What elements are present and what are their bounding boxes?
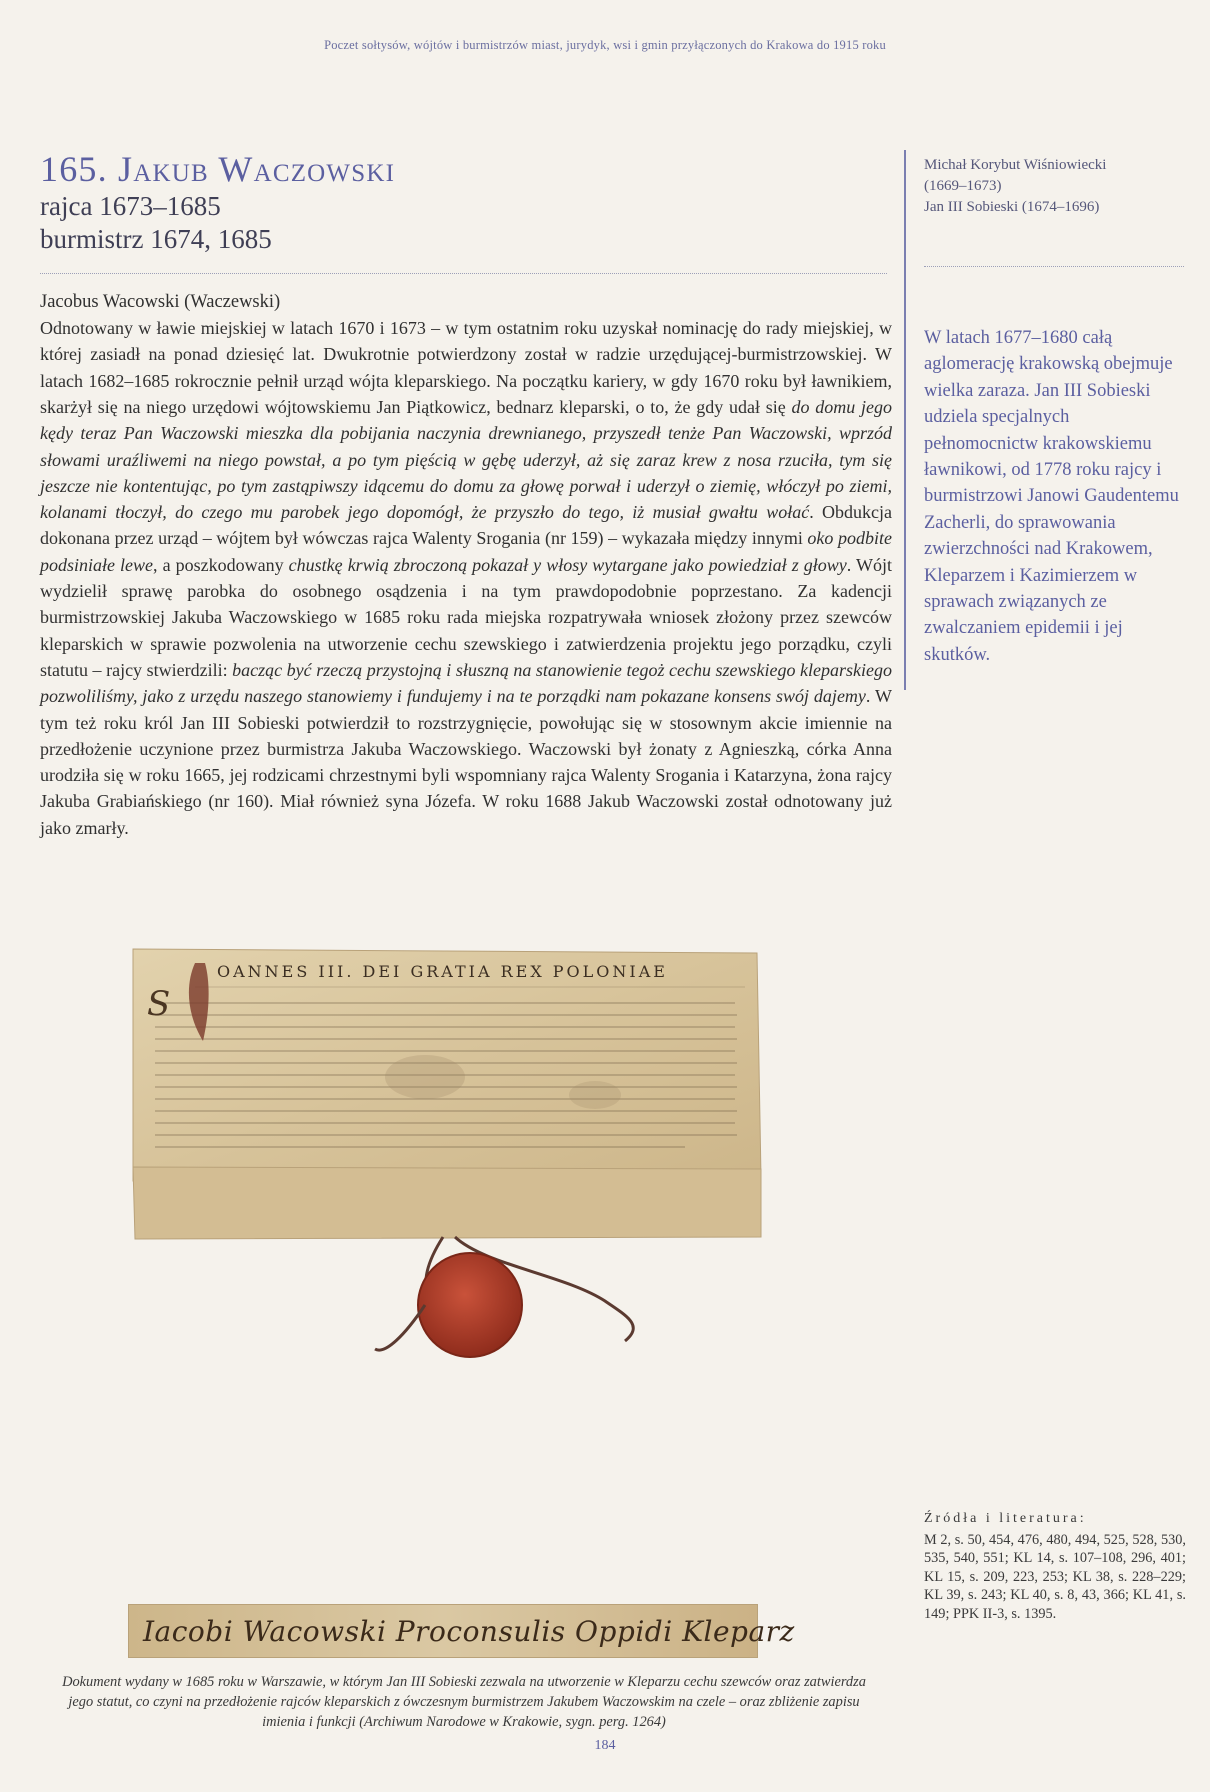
bio-part-4: . Wójt wydzielił sprawę parobka do osobnego osądzenia i na tym prawdopodobnie poprzestano. Za kadencji burmistrzowskiej Jakuba Waczowskiego w 1685 roku rada miejska rozpatrywała wniosek złożony przez szewców kleparskich w sprawie pozwolenia na utworzenie cechu szewskiego i zatwierdzenia projektu jego porządku, czyli statutu – rajcy stwierdzili: (40, 554, 892, 680)
sources-heading: Źródła i literatura: (924, 1511, 1087, 1526)
figure-caption: Dokument wydany w 1685 roku w Warszawie, w którym Jan III Sobieski zezwala na utworzenie w Kleparzu cechu szewców oraz zatwierdza jego statut, co czyni na przedłożenie rajców kleparskich z ówczesnym burmistrzem Jakubem Waczowskim na czele – oraz zbliżenie zapisu imienia i funkcji (Archiwum Narodowe w Krakowie, sygn. perg. 1264) (62, 1674, 866, 1731)
bio-part-3: , a poszkodowany (153, 554, 289, 575)
signature-text: Iacobi Wacowski Proconsulis Oppidi Kleparz (143, 1615, 795, 1648)
bio-part-1: Odnotowany w ławie miejskiej w latach 1670 i 1673 – w tym ostatnim roku uzyskał nominację do rady miejskiej, w której zasiadł na ponad dziesięć lat. Dwukrotnie potwierdzony został w radzie urzędującej-burmistrzowskiej. W latach 1682–1685 rokrocznie pełnił urząd wójta kleparskiego. Na początku kariery, w gdy 1670 roku był ławnikiem, skarżył się na niego urzędowi wójtowskiemu Jan Piątkowicz, bednarz kleparski, o to, że gdy udał się (40, 318, 892, 417)
document-heading: OANNES III. DEI GRATIA REX POLONIAE (217, 962, 668, 981)
running-head: Poczet sołtysów, wójtów i burmistrzów miast, jurydyk, wsi i gmin przyłączonych do Krakowa do 1915 roku (324, 38, 886, 52)
column-rule (904, 150, 906, 690)
bio-part-2: . Obdukcja dokonana przez urząd – wójtem był wówczas rajca Walenty Srogania (nr 159) – wykazała między innymi (40, 502, 892, 549)
sidenote: W latach 1677–1680 całą aglomerację krakowską obejmuje wielka zaraza. Jan III Sobieski udziela specjalnych pełnomocnictw krakowskiemu ławnikowi, od 1778 roku rajcy i burmistrzowi Janowi Gaudentemu Zacherli, do sprawowania zwierzchności nad Krakowem, Kleparzem i Kazimierzem w sprawach związanych ze zwalczaniem epidemii i jej skutków. (924, 328, 1179, 665)
ruler-1-years: (1669–1673) (924, 178, 1002, 194)
page-number: 184 (594, 1738, 616, 1753)
entry-office-rajca: rajca 1673–1685 (40, 190, 221, 221)
entry-office-burmistrz: burmistrz 1674, 1685 (40, 224, 272, 255)
illuminated-initial: S (147, 984, 171, 1024)
title-divider (40, 273, 887, 274)
rulers-box (924, 155, 1184, 267)
document-photo (125, 945, 765, 1365)
rulers-divider (924, 266, 1184, 267)
bio-part-5: . W tym też roku król Jan III Sobieski potwierdził to rozstrzygnięcie, powołując się w stosownym akcie imiennie na przedłożenie uczynione przez burmistrza Jakuba Waczowskiego. Waczowski był żonaty z Agnieszką, córka Anna urodziła się w roku 1665, jej rodzicami chrzestnymi byli wspomniany rajca Walenty Srogania i Katarzyna, żona rajcy Jakuba Grabiańskiego (nr 160). Miał również syna Józefa. W roku 1688 Jakub Waczowski został odnotowany już jako zmarły. (40, 686, 892, 838)
entry-title: 165. Jakub Waczowski (40, 149, 396, 189)
latin-name: Jacobus Wacowski (Waczewski) (40, 292, 281, 313)
main-column (40, 150, 892, 841)
bio-quote-3: chustkę krwią zbroczoną pokazał y włosy wytargane jako powiedział z głowy (288, 554, 847, 575)
bio-quote-4: bacząc być rzeczą przystojną i słuszną na stanowienie tegoż cechu szewskiego kleparskiego pozwoliliśmy, jako z urzędu naszego stanowiemy i fundujemy i na te porządki nam pokazane konsens swój dajemy (40, 659, 893, 707)
signature-strip (128, 1604, 795, 1658)
ruler-1: Michał Korybut Wiśniowiecki (924, 157, 1107, 173)
ruler-2: Jan III Sobieski (1674–1696) (924, 199, 1100, 215)
bio-quote-1: do domu jego kędy teraz Pan Waczowski mieszka dla pobijania naczynia drewnianego, przyszedł tenże Pan Waczowski, wprzód słowami uraźliwemi na niego powstał, a po tym pięścią w gębę uderzył, aż się zaraz krew z nosa rzuciła, tym się jeszcze nie kontentując, po tym zastąpiwszy idącemu do domu za głowę porwał i uderzył o ziemię, włóczył po ziemi, kolanami tłoczył, do czego mu parobek jego dopomógł, że przyszło do tego, iż musiał gwałtu wołać (40, 396, 892, 523)
bio-quote-2: oko podbite podsiniałe lewe (40, 528, 892, 575)
parchment-illustration (125, 945, 765, 1365)
sources-text: M 2, s. 50, 454, 476, 480, 494, 525, 528, 530, 535, 540, 551; KL 14, s. 107–108, 296, 401; KL 15, s. 209, 223, 253; KL 38, s. 228–229; KL 39, s. 243; KL 40, s. 8, 43, 366; KL 41, s. 149; PPK II-3, s. 1395. (924, 1531, 1186, 1622)
biography-text (40, 315, 892, 841)
sources-box (924, 1510, 1186, 1624)
